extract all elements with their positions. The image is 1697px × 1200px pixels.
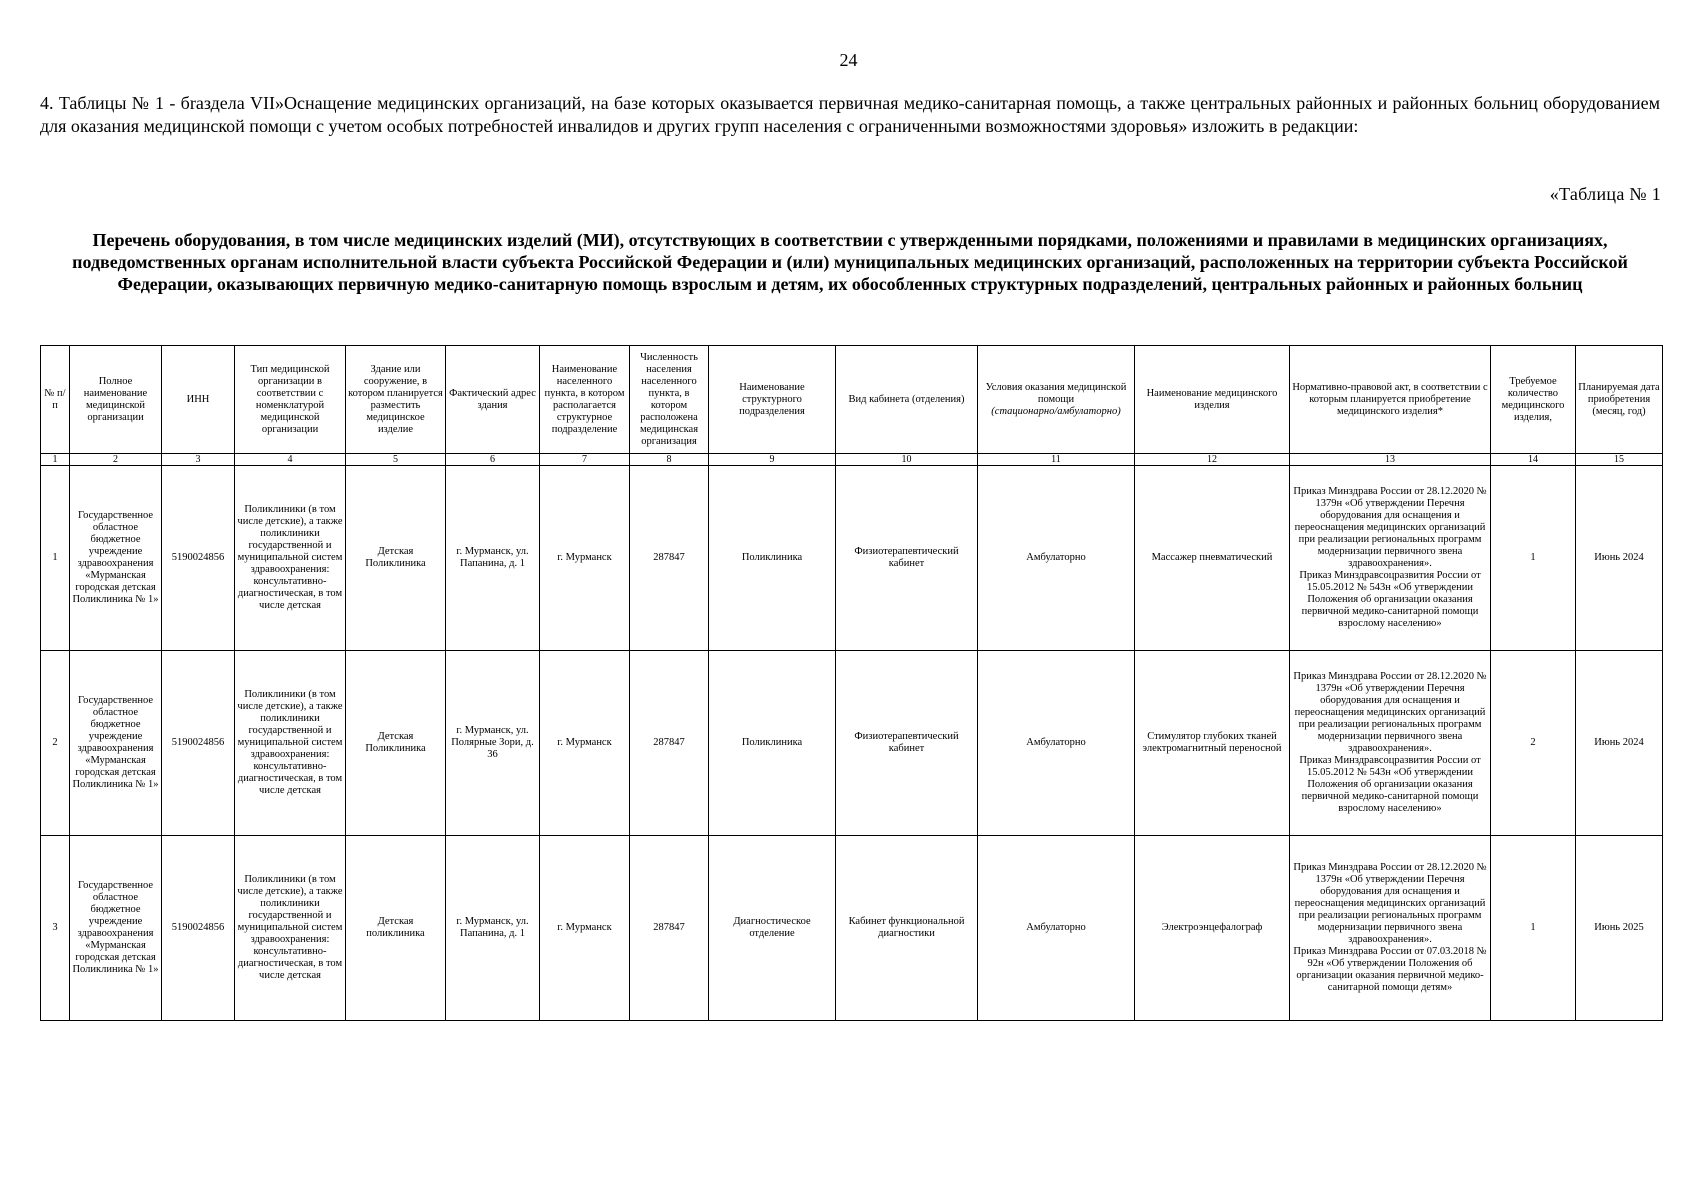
header-cell-building: Здание или сооружение, в котором планируется разместить медицинское изделие [346, 346, 446, 454]
cell-legal-act: Приказ Минздрава России от 28.12.2020 № 1379н «Об утверждении Перечня оборудования для оснащения и переоснащения медицинских организаций при реализации региональных программ модернизации первичного звена здравоохранения». Приказ Минздравсоцразвития России от 15.05.2012 № 543н «Об утверждении Положения об организации оказания первичной медико-санитарной помощи взрослому населению» [1290, 466, 1491, 651]
care-conditions-hint: (стационарно/амбулаторно) [991, 405, 1121, 417]
column-number: 2 [70, 454, 162, 466]
cell-quantity: 1 [1491, 836, 1576, 1021]
cell-care-conditions: Амбулаторно [978, 836, 1135, 1021]
cell-subdivision: Поликлиника [709, 466, 836, 651]
column-number: 15 [1576, 454, 1663, 466]
cell-org-type: Поликлиники (в том числе детские), а также поликлиники государственной и муниципальной систем здравоохранения: консультативно-диагностическая, в том числе детская [235, 836, 346, 1021]
column-number: 9 [709, 454, 836, 466]
table-row [41, 466, 1663, 651]
cell-purchase-date: Июнь 2024 [1576, 466, 1663, 651]
table-row [41, 651, 1663, 836]
column-number: 8 [630, 454, 709, 466]
cell-population: 287847 [630, 651, 709, 836]
column-number: 6 [446, 454, 540, 466]
cell-purchase-date: Июнь 2024 [1576, 651, 1663, 836]
equipment-table [40, 345, 1663, 1021]
cell-care-conditions: Амбулаторно [978, 651, 1135, 836]
cell-subdivision: Диагностическое отделение [709, 836, 836, 1021]
cell-inn: 5190024856 [162, 651, 235, 836]
cell-population: 287847 [630, 836, 709, 1021]
header-cell-locality: Наименование населенного пункта, в котором располагается структурное подразделение [540, 346, 630, 454]
column-number: 4 [235, 454, 346, 466]
column-number: 7 [540, 454, 630, 466]
column-number: 1 [41, 454, 70, 466]
cell-device-name: Электроэнцефалограф [1135, 836, 1290, 1021]
column-number: 11 [978, 454, 1135, 466]
header-cell-population: Численность населения населенного пункта, в котором расположена медицинская организация [630, 346, 709, 454]
cell-room-type: Физиотерапевтический кабинет [836, 651, 978, 836]
header-cell-subdivision: Наименование структурного подразделения [709, 346, 836, 454]
column-number: 3 [162, 454, 235, 466]
intro-paragraph: 4. Таблицы № 1 - бraздела VII»Оснащение медицинских организаций, на базе которых оказывается первичная медико-санитарная помощь, а также центральных районных и районных больниц оборудованием для оказания медицинской помощи с учетом особых потребностей инвалидов и других групп населения с ограниченными возможностями здоровья» изложить в редакции: [40, 93, 1660, 136]
header-cell-number: № п/п [41, 346, 70, 454]
cell-inn: 5190024856 [162, 466, 235, 651]
cell-org-type: Поликлиники (в том числе детские), а также поликлиники государственной и муниципальной систем здравоохранения: консультативно-диагностическая, в том числе детская [235, 466, 346, 651]
cell-locality: г. Мурманск [540, 836, 630, 1021]
cell-number: 2 [41, 651, 70, 836]
cell-address: г. Мурманск, ул. Полярные Зори, д. 36 [446, 651, 540, 836]
cell-population: 287847 [630, 466, 709, 651]
cell-inn: 5190024856 [162, 836, 235, 1021]
cell-org-name: Государственное областное бюджетное учреждение здравоохранения «Мурманская городская детская Поликлиника № 1» [70, 836, 162, 1021]
cell-subdivision: Поликлиника [709, 651, 836, 836]
header-cell-org-type: Тип медицинской организации в соответствии с номенклатурой медицинской организации [235, 346, 346, 454]
cell-org-type: Поликлиники (в том числе детские), а также поликлиники государственной и муниципальной систем здравоохранения: консультативно-диагностическая, в том числе детская [235, 651, 346, 836]
cell-org-name: Государственное областное бюджетное учреждение здравоохранения «Мурманская городская детская Поликлиника № 1» [70, 466, 162, 651]
header-cell-inn: ИНН [162, 346, 235, 454]
header-cell-device-name: Наименование медицинского изделия [1135, 346, 1290, 454]
header-cell-org-name: Полное наименование медицинской организации [70, 346, 162, 454]
page-number: 24 [839, 50, 858, 70]
cell-care-conditions: Амбулаторно [978, 466, 1135, 651]
table-body [41, 466, 1663, 1021]
care-conditions-label: Условия оказания медицинской помощи [985, 381, 1127, 405]
cell-device-name: Массажер пневматический [1135, 466, 1290, 651]
cell-locality: г. Мурманск [540, 651, 630, 836]
header-cell-purchase-date: Планируемая дата приобретения (месяц, год) [1576, 346, 1663, 454]
cell-org-name: Государственное областное бюджетное учреждение здравоохранения «Мурманская городская детская Поликлиника № 1» [70, 651, 162, 836]
header-cell-legal-act: Нормативно-правовой акт, в соответствии с которым планируется приобретение медицинского изделия* [1290, 346, 1491, 454]
header-row [41, 346, 1663, 454]
cell-number: 1 [41, 466, 70, 651]
table-header [41, 346, 1663, 466]
cell-locality: г. Мурманск [540, 466, 630, 651]
cell-building: Детская поликлиника [346, 836, 446, 1021]
column-number: 12 [1135, 454, 1290, 466]
cell-address: г. Мурманск, ул. Папанина, д. 1 [446, 836, 540, 1021]
column-number-row [41, 454, 1663, 466]
document-title: Перечень оборудования, в том числе медицинских изделий (МИ), отсутствующих в соответствии с утвержденными порядками, положениями и правилами в медицинских организациях, подведомственных органам исполнительной власти субъекта Российской Федерации и (или) муниципальных медицинских организаций, расположенных на территории субъекта Российской Федерации, оказывающих первичную медико-санитарную помощь взрослым и детям, их обособленных структурных подразделений, центральных районных и районных больниц [72, 230, 1628, 294]
cell-quantity: 1 [1491, 466, 1576, 651]
cell-legal-act: Приказ Минздрава России от 28.12.2020 № 1379н «Об утверждении Перечня оборудования для оснащения и переоснащения медицинских организаций при реализации региональных программ модернизации первичного звена здравоохранения». Приказ Минздравсоцразвития России от 15.05.2012 № 543н «Об утверждении Положения об организации оказания первичной медико-санитарной помощи взрослому населению» [1290, 651, 1491, 836]
cell-purchase-date: Июнь 2025 [1576, 836, 1663, 1021]
cell-legal-act: Приказ Минздрава России от 28.12.2020 № 1379н «Об утверждении Перечня оборудования для оснащения и переоснащения медицинских организаций при реализации региональных программ модернизации первичного звена здравоохранения». Приказ Минздрава России от 07.03.2018 № 92н «Об утверждении Положения об организации оказания первичной медико-санитарной помощи детям» [1290, 836, 1491, 1021]
cell-number: 3 [41, 836, 70, 1021]
header-cell-address: Фактический адрес здания [446, 346, 540, 454]
header-cell-room-type: Вид кабинета (отделения) [836, 346, 978, 454]
cell-room-type: Физиотерапевтический кабинет [836, 466, 978, 651]
cell-quantity: 2 [1491, 651, 1576, 836]
table-label: «Таблица № 1 [1549, 184, 1661, 204]
cell-building: Детская Поликлиника [346, 651, 446, 836]
cell-address: г. Мурманск, ул. Папанина, д. 1 [446, 466, 540, 651]
table-row [41, 836, 1663, 1021]
cell-device-name: Стимулятор глубоких тканей электромагнитный переносной [1135, 651, 1290, 836]
cell-building: Детская Поликлиника [346, 466, 446, 651]
header-cell-quantity: Требуемое количество медицинского изделия, [1491, 346, 1576, 454]
column-number: 5 [346, 454, 446, 466]
cell-room-type: Кабинет функциональной диагностики [836, 836, 978, 1021]
column-number: 13 [1290, 454, 1491, 466]
column-number: 14 [1491, 454, 1576, 466]
header-cell-care-conditions [978, 346, 1135, 454]
column-number: 10 [836, 454, 978, 466]
